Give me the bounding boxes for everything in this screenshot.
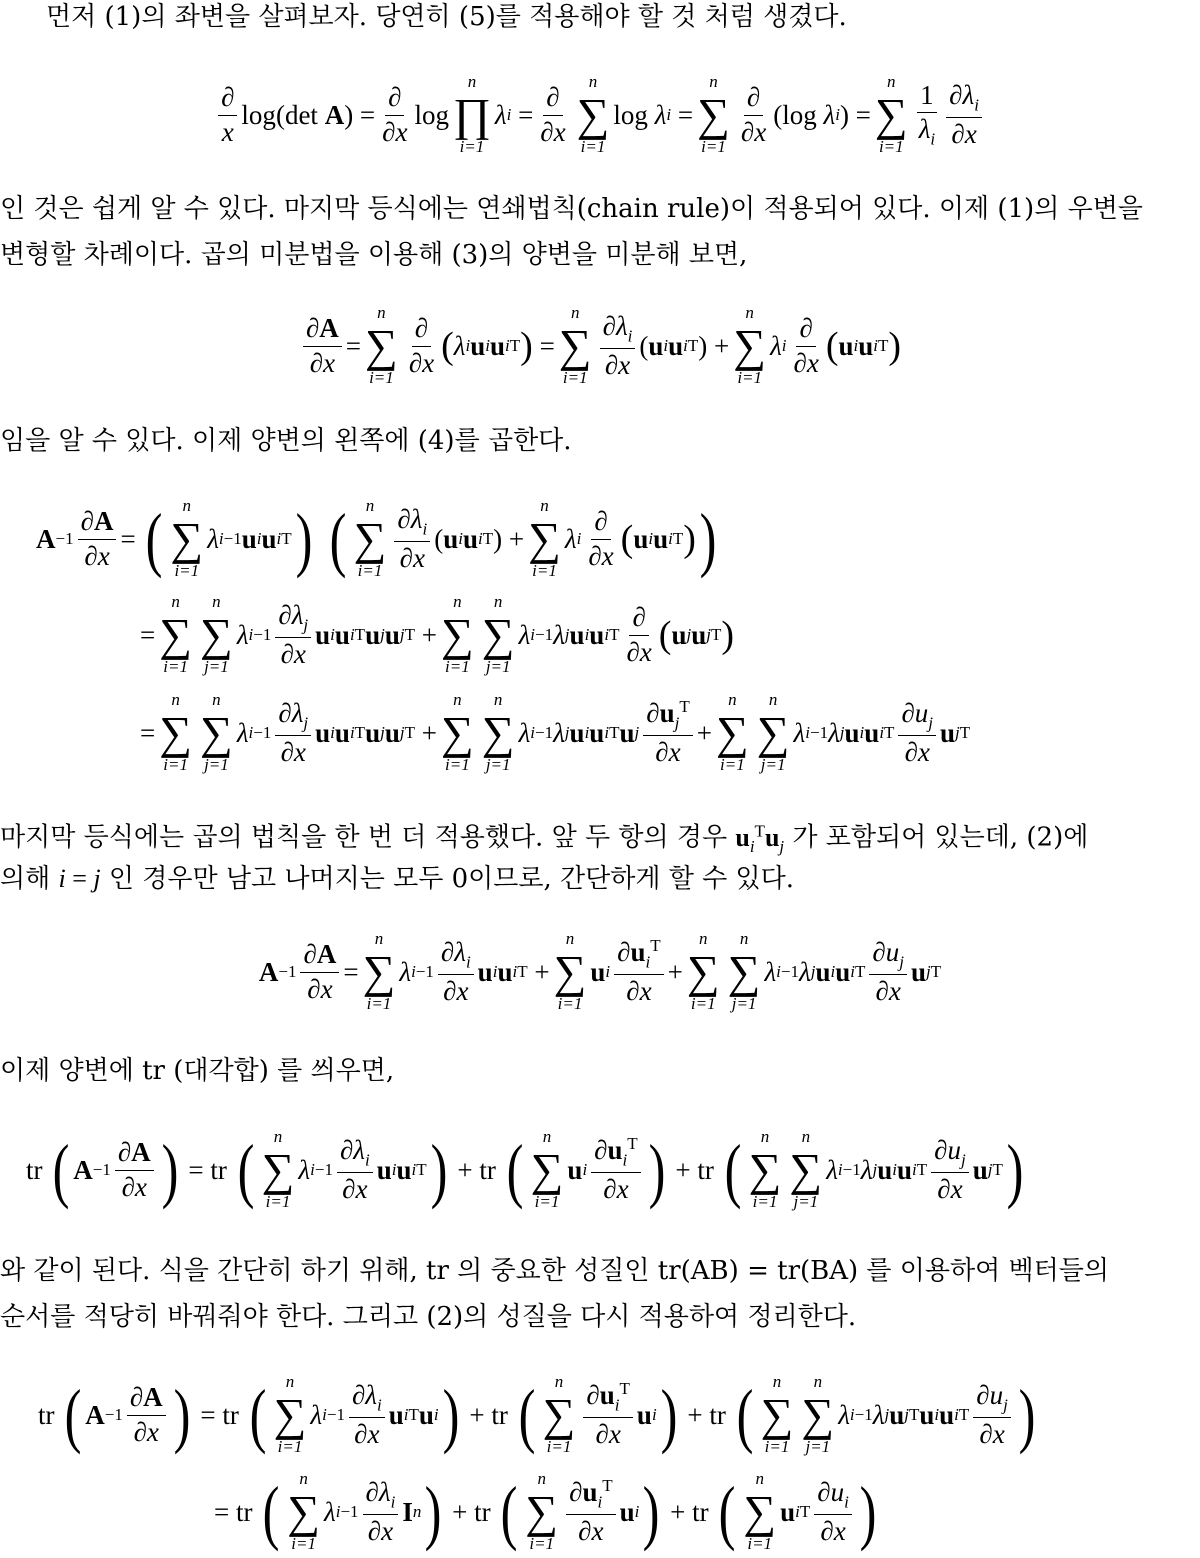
paragraph-6-line-2: 순서를 적당히 바꿔줘야 한다. 그리고 (2)의 성질을 다시 적용하여 정리한다. <box>0 1302 857 1332</box>
paragraph-5: 이제 양변에 tr (대각합) 를 씌우면, <box>0 1056 395 1086</box>
equation-trace: tr ( A −1 $\frac{\partial A}{\partial x}$ ) = tr ( n ∑ i=1 λ i −1 $\frac{\partial\lambda_i}{\partial x}$ u i u i T ) + tr ( n ∑ i=1 u i $\frac{\partial u_i^T}{\partial x}$ ) + tr ( n ∑ i=1 n ∑ j=1 λ i −1 λ j u i u i T $\frac{\partial u_j}{\partial x}$ u j T ) <box>26 1127 1024 1211</box>
equation-Ainv-dA-line-2: = n ∑ i=1 n ∑ j=1 λ i −1 $\frac{\partial\lambda_j}{\partial x}$ u i u i T u j u j T + n ∑ i=1 n ∑ j=1 λ i −1 λ j u i u i T $\frac{\partial}{\partial x}$ ( u j u j T ) <box>140 592 735 676</box>
equation-trace-reordered-line-2: = tr ( n ∑ i=1 λ i −1 $\frac{\partial\lambda_i}{\partial x}$ I n ) + tr ( n ∑ i=1 $\frac{\partial u_i^T}{\partial x}$ u i ) + tr ( n ∑ i=1 u i T $\frac{\partial u_i}{\partial x}$ ) <box>214 1469 877 1553</box>
paragraph-4-line-2: 의해 i = j 인 경우만 남고 나머지는 모두 0이므로, 간단하게 할 수 있다. <box>0 864 795 894</box>
paragraph-1: 먼저 (1)의 좌변을 살펴보자. 당연히 (5)를 적용해야 할 것 처럼 생겼다. <box>46 2 847 32</box>
equation-Ainv-dA-simplified: A −1 $\frac{\partial A}{\partial x}$ = n ∑ i=1 λ i −1 $\frac{\partial\lambda_i}{\partial x}$ u i u i T + n ∑ i=1 u i $\frac{\partial u_i^T}{\partial x}$ + n ∑ i=1 n ∑ j=1 λ i −1 λ j u i u i T $\frac{\partial u_j}{\partial x}$ u j T <box>258 929 942 1013</box>
equation-trace-reordered-line-1: tr ( A −1 $\frac{\partial A}{\partial x}$ ) = tr ( n ∑ i=1 λ i −1 $\frac{\partial\lambda_i}{\partial x}$ u i T u i ) + tr ( n ∑ i=1 $\frac{\partial u_i^T}{\partial x}$ u i ) + tr ( n ∑ i=1 n ∑ j=1 λ i −1 λ j u j T u i u i T $\frac{\partial u_j}{\partial x}$ ) <box>38 1372 1036 1456</box>
paragraph-2-line-1: 인 것은 쉽게 알 수 있다. 마지막 등식에는 연쇄법칙(chain rule)이 적용되어 있다. 이제 (1)의 우변을 <box>0 194 1143 224</box>
paragraph-3: 임을 알 수 있다. 이제 양변의 왼쪽에 (4)를 곱한다. <box>0 426 572 456</box>
equation-log-det: $\frac{\partial}{x}$ log ( det A ) = $\frac{\partial}{\partial x}$ log n ∏ i=1 λ i = $\frac{\partial}{\partial x}$ n ∑ i=1 log λ i = n ∑ i=1 $\frac{\partial}{\partial x}$ ( log λ i ) = n ∑ i=1 $\frac{1}{\lambda_i}$ $\frac{\partial\lambda_i}{\partial x}$ <box>0 70 1200 160</box>
equation-Ainv-dA-line-3: = n ∑ i=1 n ∑ j=1 λ i −1 $\frac{\partial\lambda_j}{\partial x}$ u i u i T u j u j T + n ∑ i=1 n ∑ j=1 λ i −1 λ j u i u i T u j $\frac{\partial u_j^T}{\partial x}$ + n ∑ i=1 n ∑ j=1 λ i −1 λ j u i u i T $\frac{\partial u_j}{\partial x}$ u j T <box>140 690 971 774</box>
paragraph-2-line-2: 변형할 차례이다. 곱의 미분법을 이용해 (3)의 양변을 미분해 보면, <box>0 240 748 270</box>
paragraph-6-line-1: 와 같이 된다. 식을 간단히 하기 위해, tr 의 중요한 성질인 tr(AB) = tr(BA) 를 이용하여 벡터들의 <box>0 1256 1110 1286</box>
equation-Ainv-dA-line-1: A −1 $\frac{\partial A}{\partial x}$ = ( n ∑ i=1 λ i −1 u i u i T ) ( n ∑ i=1 $\frac{\partial\lambda_i}{\partial x}$ ( u i u i T ) + n ∑ i=1 λ i $\frac{\partial}{\partial x}$ ( u i u i T ) ) <box>36 496 717 580</box>
equation-dA-dx: $\frac{\partial A}{\partial x}$ = n ∑ i=1 $\frac{\partial}{\partial x}$ ( λ i u i u i T ) = n ∑ i=1 $\frac{\partial\lambda_i}{\partial x}$ ( u i u i T ) + n ∑ i=1 λ i $\frac{\partial}{\partial x}$ ( u i u i T ) <box>0 300 1200 392</box>
paragraph-4-line-1: 마지막 등식에는 곱의 법칙을 한 번 더 적용했다. 앞 두 항의 경우 $u_i^Tu_j$ 가 포함되어 있는데, (2)에 <box>0 821 1089 856</box>
